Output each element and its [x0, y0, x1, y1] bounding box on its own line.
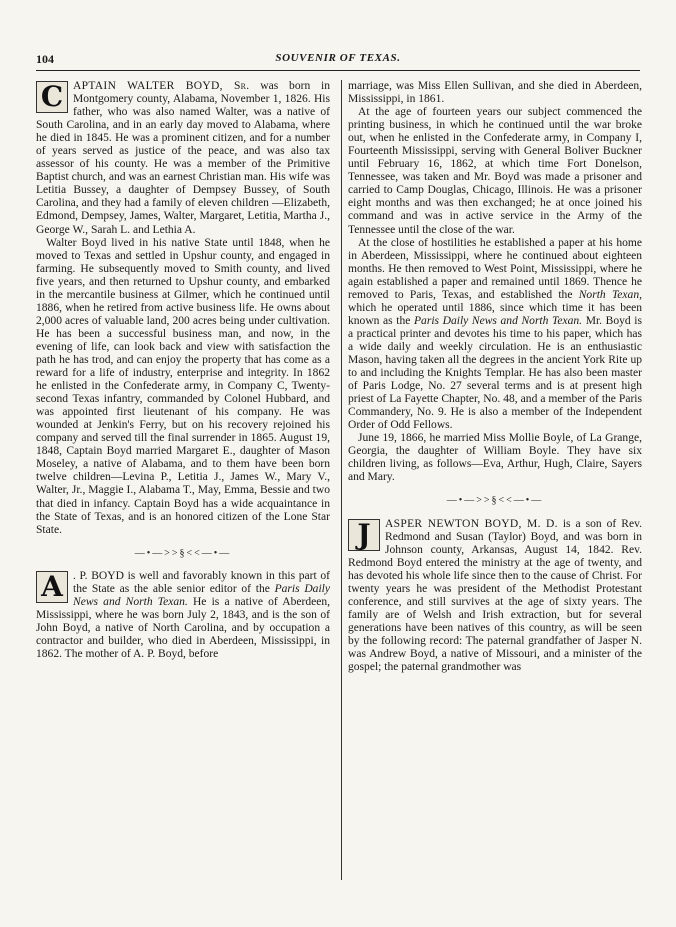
section-ornament: —•—>>§<<—•— — [134, 547, 232, 559]
bio-walter-boyd-intro — [36, 80, 330, 237]
right-column — [348, 80, 642, 674]
bio-walter-boyd-name: APTAIN WALTER BOYD, Sr. — [73, 80, 250, 92]
drop-cap-a: A — [36, 571, 68, 603]
bio-jasper-boyd-intro — [348, 518, 642, 675]
bio-walter-boyd-p2: Walter Boyd lived in his native State until 1848, when he moved to Texas and settled in Upshur county, and engaged in farming. He subsequently moved to Smith county, and lived five years, and then returned to Upshur county, and embarked in the mercantile business at Gilmer, which he continued until 1886, when he retired from active business life. He owns about 2,000 acres of valuable land, 200 acres being under cultivation. He has been a successful business man, and now, in the evening of life, can look back and view with satisfaction the path he has trod, and can enjoy the property that has come as a reward for a life of industry, enterprise and integrity. In 1862 he enlisted in the Confederate army, in Company C, Twenty-second Texas infantry, commanded by Colonel Hubbard, and was appointed first lieutenant of his company. He was wounded at Jenkin's Ferry, but on his recovery rejoined his company and served till the final surrender in 1865. August 19, 1848, Captain Boyd married Margaret E., daughter of Mason Moseley, a native of Alabama, and to them have been born twelve children—Levina P., Letitia J., James W., Mary V., Walter, Jr., Maggie I., Alabama T., May, Emma, Bessie and two that died in infancy. Captain Boyd has a wide acquaintance in the State of Texas, and is an honored citizen of the Lone Star State. — [36, 236, 330, 536]
left-column — [36, 80, 330, 661]
column-divider — [341, 80, 342, 880]
bio-walter-boyd-p1: was born in Montgomery county, Alabama, November 1, 1826. His father, who was also named Walter, was a native of South Carolina, and in an early day moved to Alabama, where he died in 1845. He was a prominent citizen, and for a number of years served as justice of the peace, and was also tax assessor of his county. He was a member of the Primitive Baptist church, and was an earnest Christian man. His wife was Letitia Bussey, a daughter of Dempsey Bussey, of South Carolina, and they had a family of eleven children —Elizabeth, Edmond, Dempsey, James, Walter, Margaret, Letitia, Martha J., George W., Sarah L. and Lethia A. — [36, 80, 330, 236]
drop-cap-c: C — [36, 81, 68, 113]
drop-cap-j: J — [348, 519, 380, 551]
bio-ap-boyd-p4: June 19, 1866, he married Miss Mollie Boyle, of La Grange, Georgia, the daughter of William Boyle. They have six children living, as follows—Eva, Arthur, Hugh, Claire, Sayers and Mary. — [348, 432, 642, 484]
bio-ap-boyd-p3-c: Mr. Boyd is a practical printer and devotes his time to his paper, which has a wide daily and weekly circulation. He is an enthusiastic Mason, having taken all the degrees in the ancient York Rite up to and including the Knights Templar. He has also been master of Paris Lodge, No. 27 several terms and is at present high priest of La Fayette Chapter, No. 48, and a member of the Paris Commandery, No. 9. He is also a member of the Independent Order of Odd Fellows. — [348, 314, 642, 432]
bio-jasper-boyd-text: is a son of Rev. Redmond and Susan (Taylor) Boyd, and was born in Johnson county, Arkansas, August 14, 1842. Rev. Redmond Boyd entered the ministry at the age of twenty, and has devoted his whole life since then to the cause of Christ. For twenty years he was president of the Methodist Protestant conference, and still survives at the age of sixty years. The family are of Welsh and Irish extraction, but for several generations have been natives of this country, as will be seen by the following record: The paternal grandfather of Jasper N. was Andrew Boyd, a native of Missouri, and a minister of the gospel; the paternal grandmother was — [348, 517, 642, 674]
bio-jasper-boyd-name: ASPER NEWTON BOYD, M. D. — [385, 517, 558, 530]
bio-ap-boyd-p3-b: which he operated until 1886, since which time it has been known as the — [348, 301, 642, 327]
section-ornament-2: —•—>>§<<—•— — [446, 495, 544, 507]
bio-ap-boyd-intro — [36, 570, 330, 661]
page-number: 104 — [36, 52, 54, 66]
bio-ap-boyd-p3 — [348, 237, 642, 433]
bio-ap-boyd-p1: marriage, was Miss Ellen Sullivan, and she died in Aberdeen, Mississippi, in 1861. — [348, 80, 642, 106]
bio-ap-boyd-p3-a: At the close of hostilities he established a paper at his home in Aberdeen, Mississippi, where he continued about eighteen months. He then removed to West Point, Mississippi, where he again established a paper and remained until 1869. Thence he removed to Paris, Texas, and established the — [348, 236, 642, 301]
running-title: SOUVENIR OF TEXAS. — [275, 52, 401, 64]
bio-ap-boyd-paper: Paris Daily News and North Texan. — [73, 582, 330, 608]
bio-ap-boyd-p2: At the age of fourteen years our subject commenced the printing business, in which he continued until the war broke out, when he enlisted in the Confederate army, in Company I, Fourteenth Mississippi, serving with General Boliver Buckner until February 16, 1862, at which time Fort Donelson, Tennessee, was taken and Mr. Boyd was made a prisoner and carried to Camp Douglas, Chicago, Illinois. He was a prisoner eight months and was then exchanged; he at once joined his command and was in active service in the Army of the Tennessee until the close of the war. — [348, 106, 642, 236]
bio-ap-boyd-p3-paris-daily: Paris Daily News and North Texan. — [414, 314, 583, 327]
bio-ap-boyd-text-a: . P. BOYD is well and favorably known in this part of the State as the able senior editor of the — [73, 569, 330, 595]
bio-ap-boyd-text-b: He is a native of Aberdeen, Mississippi, where he was born July 2, 1843, and is the son of John Boyd, a native of North Carolina, and by occupation a contractor and builder, who died in Aberdeen, Mississippi, in 1862. The mother of A. P. Boyd, before — [36, 595, 330, 660]
bio-ap-boyd-p3-north-texan: North Texan, — [578, 288, 642, 301]
page-header — [36, 52, 640, 71]
